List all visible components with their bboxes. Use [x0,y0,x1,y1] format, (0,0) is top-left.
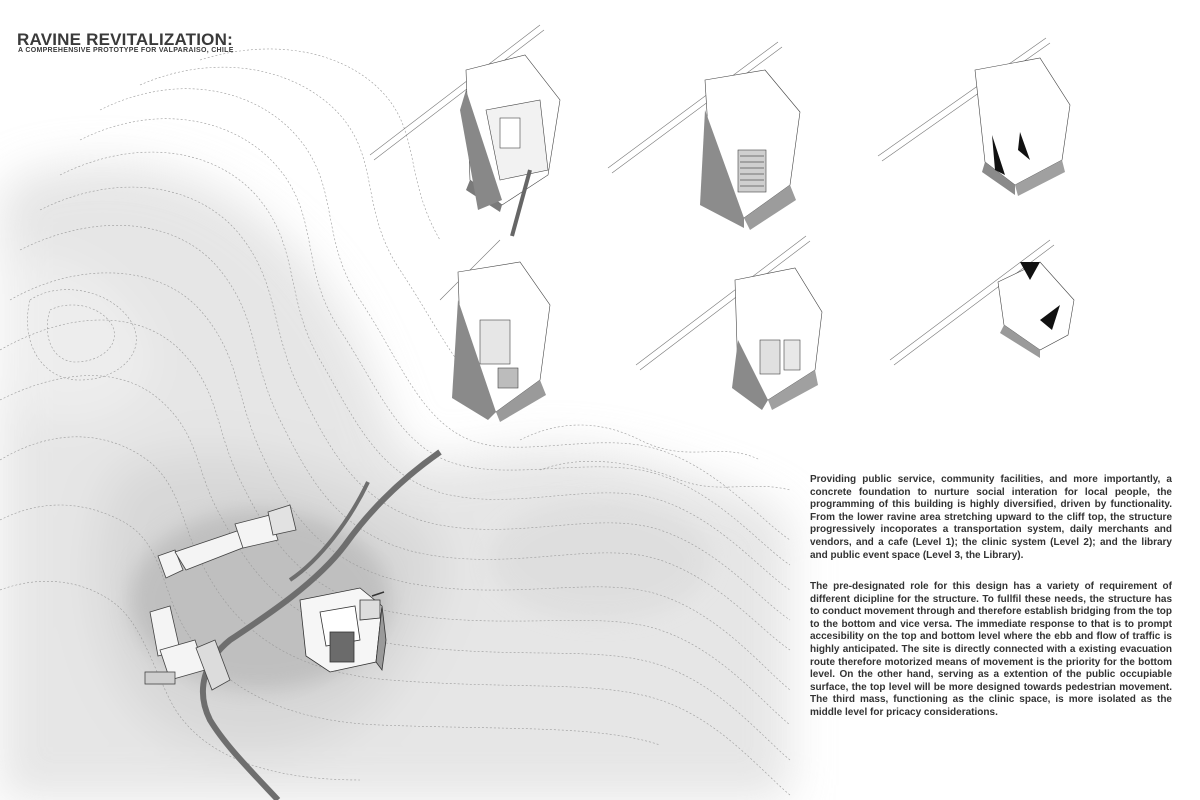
axon-diagram-6 [890,240,1074,365]
site-building-main [300,588,386,672]
axon-diagram-4 [440,240,550,422]
description-paragraph-2: The pre-designated role for this design has a variety of requirement of different dicipline for the structure. To fullfil these needs, the structure has to conduct movement through and therefore establish bridging from the top to the bottom and vice versa. The immediate response to that is to prompt accesibility on the top and bottom level where the ebb and flow of traffic is highly anticipated. The site is directly connected with a existing evacuation route thereforе motorized means of movement is the priority for the bottom level. On the other hand, serving as a extention of the public occupiable surface, the top level will be more designed towards pedestrian movement. The third mass, functioning as the clinic space, is more isolated as the middle level for pricacy considerations. [810,581,1172,718]
axon-diagram-2 [608,42,800,230]
poster-subtitle: A COMPREHENSIVE PROTOTYPE FOR VALPARAISO, CHILE [18,47,234,54]
axon-diagram-5 [636,236,822,410]
terrain-shading [0,163,790,800]
axon-diagram-3 [878,38,1070,196]
axon-diagram-1 [370,25,560,236]
poster-title: RAVINE REVITALIZATION: [17,30,233,49]
description-paragraph-1: Providing public service, community facilities, and more importantly, a concrete foundation to nurture social interation for local people, the programming of this building is highly diversified, driven by functionality. From the lower ravine area stretching upward to the cliff top, the structure progressively incoporates a transportation system, daily merchants and vendors, and a cafe (Level 1); the clinic system (Level 2); and the library and public event space (Level 3, the Library). [810,474,1172,561]
